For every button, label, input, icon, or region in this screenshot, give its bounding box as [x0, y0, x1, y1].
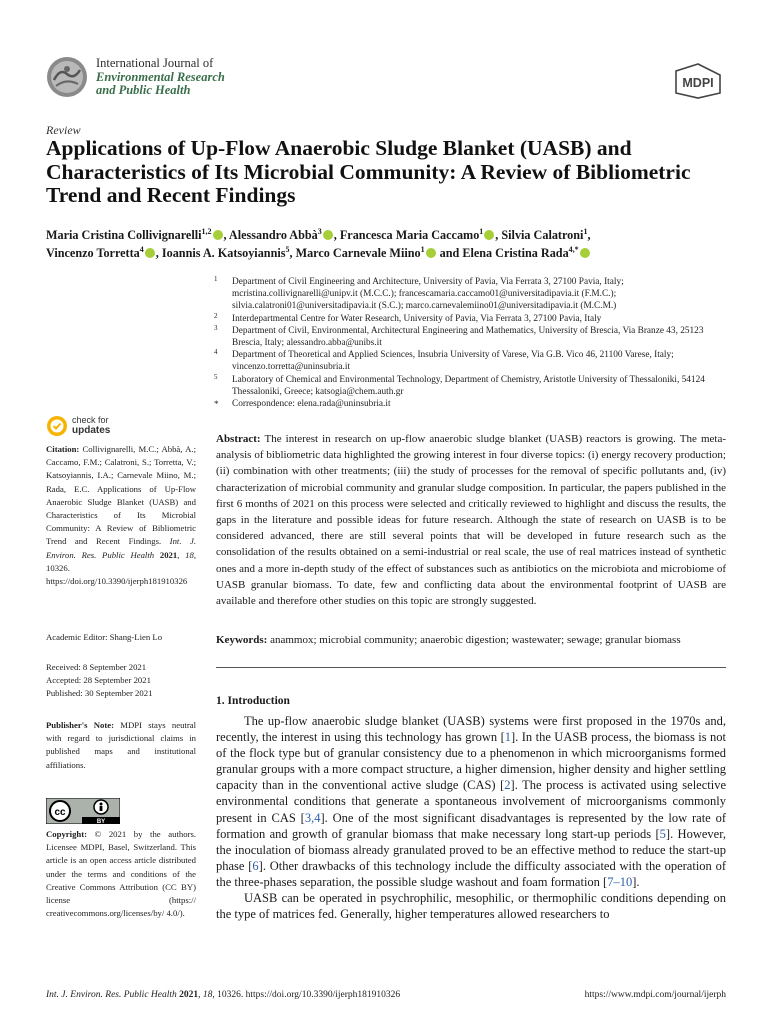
citation-ref-link[interactable]: 6 — [252, 858, 259, 873]
author-name: Elena Cristina Rada — [462, 246, 569, 260]
author-affiliation-sup: 1,2 — [201, 226, 212, 236]
publisher-note-text: MDPI stays neutral with regard to jurisdictional claims in published maps and institutional affiliations. — [46, 720, 196, 770]
citation-year: 2021 — [159, 549, 178, 560]
affiliation-item — [214, 276, 726, 313]
author-separator: , — [289, 246, 296, 260]
affiliation-text: Interdepartmental Centre for Water Research, University of Pavia, Via Ferrata 3, 27100 Pavia, Italy — [232, 313, 602, 324]
author-separator: , — [587, 228, 591, 242]
orcid-icon[interactable] — [145, 248, 155, 258]
journal-name-line3: and Public Health — [96, 83, 191, 97]
citation-ref-link[interactable]: 2 — [504, 778, 511, 793]
affiliation-item — [214, 313, 726, 325]
keywords — [216, 632, 726, 648]
citation-doi[interactable]: , 10326. https://doi.org/10.3390/ijerph181910326 — [46, 549, 197, 587]
journal-name-line1: International Journal of — [96, 56, 214, 70]
author-separator: and — [436, 246, 463, 260]
article-type: Review — [46, 123, 81, 137]
author-name: Alessandro Abbà — [228, 228, 318, 242]
author-separator: , — [223, 228, 229, 242]
journal-name — [96, 57, 225, 98]
footer-citation: Int. J. Environ. Res. Public Health 2021, 18, 10326. https://doi.org/10.3390/ijerph181910326 — [46, 990, 401, 1000]
citation-ref-link[interactable]: 3,4 — [304, 810, 321, 825]
footer-doi[interactable]: , 10326. https://doi.org/10.3390/ijerph181910326 — [212, 990, 401, 1000]
author-affiliation-sup: 1 — [583, 226, 588, 236]
copyright-notice — [46, 828, 196, 920]
author-affiliation-sup: 3 — [317, 226, 322, 236]
author-affiliation-sup: 1 — [479, 226, 484, 236]
author-separator: , — [495, 228, 502, 242]
intro-paragraph-1: The up-flow anaerobic sludge blanket (UASB) systems were first proposed in the 1970s and, recently, the interest in using this technology has grown [1]. In the UASB process, the biomass is not of the flock type but of granular consistency due to a phenomenon in which microorganisms formed granular groups with a more compact structure, a higher dimension, higher density and higher settling capacity than in the conventional active sludge (CAS) [2]. The process is activated using selective environmental conditions that generate a spontaneous involvement of microorganisms commonly present in CAS [3,4]. One of the most significant disadvantages is represented by the low rate of formation and growth of granular biomass that make necessary long start-up periods [5]. However, the inoculation of biomass already granulated proved to be an effective method to reduce the start-up phase [6]. Other drawbacks of this technology include the difficulty associated with the operation of the three-phases separation, the possible sludge washout and foam formation [7–10]. — [216, 714, 727, 889]
cc-by-label: BY — [96, 819, 106, 824]
affiliation-item — [214, 398, 726, 410]
affiliation-number: 3 — [214, 323, 218, 332]
affiliation-number: 4 — [214, 348, 218, 357]
author-affiliation-sup: 1 — [420, 244, 425, 254]
author-name: Maria Cristina Collivignarelli — [46, 228, 202, 242]
citation-ref-link[interactable]: 1 — [504, 730, 512, 745]
check-updates-line2: updates — [72, 425, 111, 436]
orcid-icon[interactable] — [323, 230, 333, 240]
check-updates-text — [72, 416, 110, 436]
citation-label: Citation: — [46, 444, 80, 454]
citation-block: Citation: Collivignarelli, M.C.; Abbà, A.; Caccamo, F.M.; Calatroni, S.; Torretta, V.; Katsoyiannis, I.A.; Carnevale Miino, M.; Rada, E.C. Applications of Up-Flow Anaerobic Sludge Blanket (UASB) and Characteristics of Its Microbial Community: A Review of Bibliometric Trend and Recent Findings. Int. J. Environ. Res. Public Health 2021, 18, 10326. https://doi.org/10.3390/ijerph181910326 — [46, 444, 197, 587]
cc-by-license-icon[interactable] — [46, 798, 120, 824]
author-affiliation-sup: 4 — [139, 244, 144, 254]
author-name: Ioannis A. Katsoyiannis — [161, 246, 286, 260]
copyright-text: © 2021 by the authors. Licensee MDPI, Basel, Switzerland. This article is an open access article distributed under the terms and conditions of the Creative Commons Attribution (CC BY) license (https:// creativecommons.org/licenses/by/ 4.0/). — [46, 829, 196, 919]
affiliation-number: 5 — [214, 372, 218, 381]
citation-journal: Int. J. Environ. Res. Public Health — [46, 536, 197, 560]
date-received: Received: 8 September 2021 — [46, 662, 147, 672]
affiliations — [214, 276, 726, 410]
orcid-icon[interactable] — [213, 230, 223, 240]
abstract — [216, 431, 726, 609]
footer-journal: Int. J. Environ. Res. Public Health — [46, 990, 177, 1000]
author-name: Francesca Maria Caccamo — [339, 228, 480, 242]
mdpi-logo — [674, 63, 722, 99]
footer-journal-url[interactable]: https://www.mdpi.com/journal/ijerph — [584, 990, 726, 1000]
affiliation-item — [214, 349, 726, 373]
citation-ref-link[interactable]: 5 — [659, 826, 666, 841]
affiliation-text: Department of Civil Engineering and Architecture, University of Pavia, Via Ferrata 3, 27100 Pavia, Italy; mcristina.collivignarelli@unipv.it (M.C.C.); francescamaria.caccamo01@universitadipavia.it (F.M.C.); silvia.calatroni01@universitadipavia.it (S.C.); marco.carnevalemiino01@universitadipavia.it (M.C.M.) — [232, 277, 624, 312]
date-accepted: Accepted: 28 September 2021 — [46, 675, 151, 685]
footer-volume: 18 — [202, 990, 213, 1000]
section-heading-introduction: 1. Introduction — [216, 695, 290, 707]
affiliation-item — [214, 325, 726, 349]
abstract-label: Abstract: — [216, 433, 261, 445]
academic-editor: Academic Editor: Shang-Lien Lo — [46, 632, 163, 642]
article-title: Applications of Up-Flow Anaerobic Sludge Blanket (UASB) and Characteristics of Its Microbial Community: A Review of Bibliometric Trend and Recent Findings — [46, 136, 691, 207]
orcid-icon[interactable] — [580, 248, 590, 258]
orcid-icon[interactable] — [484, 230, 494, 240]
affiliation-text: Department of Civil, Environmental, Architectural Engineering and Mathematics, University of Brescia, Via Branze 43, 25123 Brescia, Italy; alessandro.abba@unibs.it — [232, 325, 704, 349]
mdpi-logo-text: MDPI — [682, 76, 714, 90]
journal-header — [46, 54, 726, 104]
keywords-text: anammox; microbial community; anaerobic digestion; wastewater; sewage; granular biomass — [270, 634, 681, 646]
check-updates-line1: check for — [72, 415, 109, 425]
author-list — [46, 226, 736, 262]
check-for-updates-badge[interactable] — [46, 415, 166, 441]
orcid-icon[interactable] — [426, 248, 436, 258]
affiliation-text: Correspondence: elena.rada@uninsubria.it — [232, 399, 391, 410]
journal-logo-icon — [46, 56, 88, 98]
publisher-note — [46, 719, 196, 772]
author-affiliation-sup: 4,* — [568, 244, 579, 254]
author-affiliation-sup: 5 — [285, 244, 290, 254]
abstract-text: The interest in research on up-flow anaerobic sludge blanket (UASB) reactors is growing. The meta-analysis of bibliometric data highlighted the growing interest in four diverse topics: (i) energy recovery production; (ii) combination with other treatments; (iii) the study of processes for the removal of specific pollutants and, (iv) characterization of microbial community and granular sludge composition. In particular, the papers published in the first 6 months of 2021 on this process were selected and critically reviewed to highlight and discuss the results, the gaps in the literature and possible ideas for future research. Although the state of research on UASB is to be considered advanced, there are still several points that will be developed in future research such as the consolidation of the results obtained on a semi-industrial or real scale, the use of real matrices instead of synthetic ones and a more in-depth study of the effect of substances such as antibiotics on the microbiota and microbiome of UASB granular biomass. To date, few and conflicting data about the environmental footprint of UASB are available and therefore other studies on this topic are strongly suggested. — [216, 433, 726, 608]
journal-name-line2: Environmental Research — [96, 69, 225, 84]
affiliation-number: * — [214, 399, 219, 410]
intro-paragraph-2: UASB can be operated in psychrophilic, mesophilic, or thermophilic conditions depending on the type of matrices fed. Generally, higher temperatures allowed researchers to — [216, 891, 726, 922]
affiliation-text: Laboratory of Chemical and Environmental Technology, Department of Chemistry, Aristotle University of Thessaloniki, 54124 Thessaloniki, Greece; katsogia@chem.auth.gr — [232, 374, 705, 397]
citation-text: Collivignarelli, M.C.; Abbà, A.; Caccamo, F.M.; Calatroni, S.; Torretta, V.; Katsoyiannis, I.A.; Carnevale Miino, M.; Rada, E.C. Applications of Up-Flow Anaerobic Sludge Blanket (UASB) and Characteristics of Its Microbial Community: A Review of Bibliometric Trend and Recent Findings. — [46, 444, 196, 547]
copyright-label: Copyright: — [46, 829, 88, 839]
date-published: Published: 30 September 2021 — [46, 688, 153, 698]
keywords-label: Keywords: — [216, 634, 268, 646]
affiliation-text: Department of Theoretical and Applied Sciences, Insubria University of Varese, Via G.B. Vico 46, 21100 Varese, Italy; vincenzo.torretta@uninsubria.it — [232, 350, 674, 373]
footer-year: 2021 — [179, 990, 199, 1000]
check-updates-icon — [46, 415, 68, 437]
svg-text:cc: cc — [54, 807, 66, 818]
section-divider — [216, 667, 726, 668]
author-name: Vincenzo Torretta — [46, 246, 140, 260]
affiliation-number: 2 — [214, 311, 218, 320]
citation-ref-link[interactable]: 7–10 — [607, 874, 633, 889]
publisher-note-label: Publisher's Note: — [46, 720, 115, 730]
introduction-body — [216, 713, 726, 922]
affiliation-item — [214, 374, 726, 398]
citation-volume: 18 — [185, 549, 194, 560]
author-separator: , — [333, 228, 340, 242]
author-name: Silvia Calatroni — [501, 228, 584, 242]
author-separator: , — [155, 246, 162, 260]
author-name: Marco Carnevale Miino — [295, 246, 421, 260]
affiliation-number: 1 — [214, 275, 218, 283]
